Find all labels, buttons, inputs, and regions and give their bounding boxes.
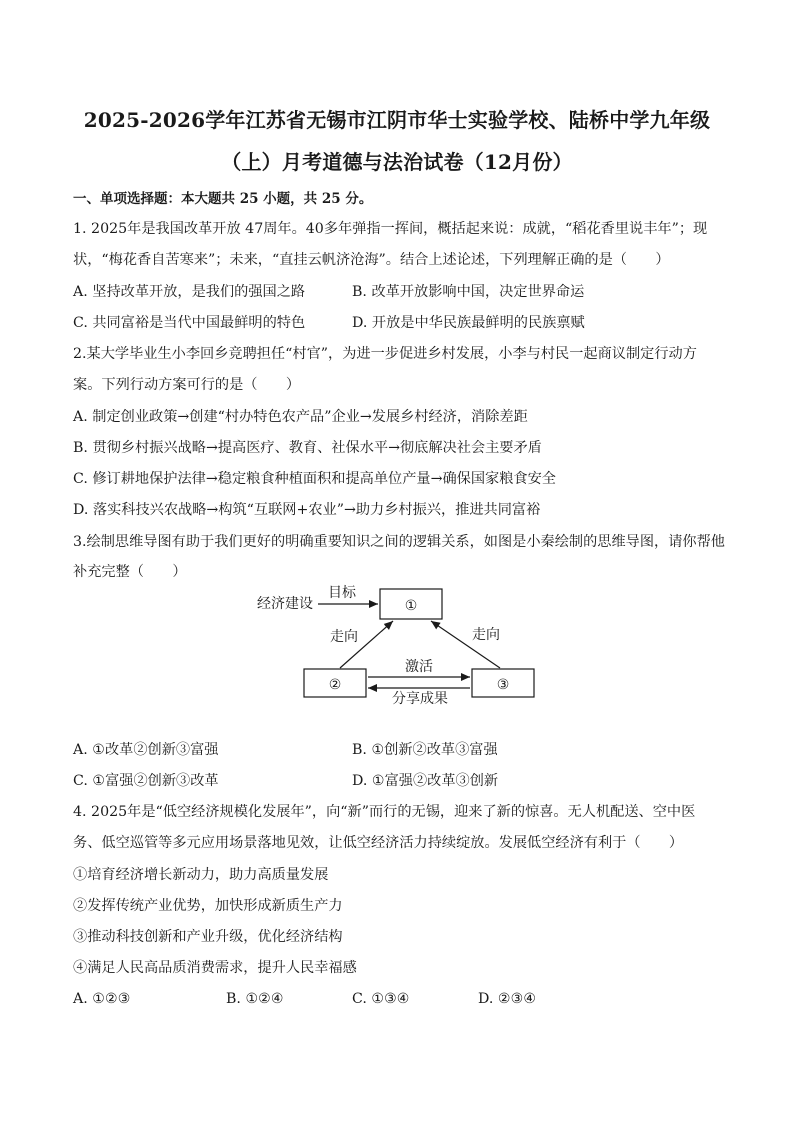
box-top-label: ① [404, 598, 418, 614]
q1-option-b: B. 改革开放影响中国，决定世界命运 [352, 284, 585, 300]
q4-item-1: ①培育经济增长新动力，助力高质量发展 [73, 867, 329, 883]
q4-option-c: C. ①③④ [352, 991, 410, 1007]
q4-item-2: ②发挥传统产业优势，加快形成新质生产力 [73, 898, 343, 914]
q4-stem-line2: 务、低空巡管等多元应用场景落地见效，让低空经济活力持续绽放。发展低空经济有利于（ ） [73, 835, 684, 851]
activate-arrow-label: 激活 [405, 659, 433, 675]
box-left-label: ② [328, 677, 342, 693]
economy-label: 经济建设 [257, 596, 313, 612]
exam-title-line1: 2025-2026学年江苏省无锡市江阴市华士实验学校、陆桥中学九年级 [83, 108, 711, 132]
section-heading: 一、单项选择题：本大题共 25 小题，共 25 分。 [73, 191, 373, 207]
q2-option-d: D. 落实科技兴农战略→构筑“互联网+农业”→助力乡村振兴，推进共同富裕 [73, 502, 541, 518]
exam-title-line2: （上）月考道德与法治试卷（12月份） [221, 150, 573, 174]
target-arrow-label: 目标 [328, 585, 356, 601]
mind-map-diagram [0, 575, 794, 725]
q2-stem-line2: 案。下列行动方案可行的是（ ） [73, 377, 301, 393]
left-arrow-label: 走向 [330, 629, 358, 645]
q2-option-b: B. 贯彻乡村振兴战略→提高医疗、教育、社保水平→彻底解决社会主要矛盾 [73, 440, 542, 456]
q2-stem-line1: 2.某大学毕业生小李回乡竞聘担任“村官”，为进一步促进乡村发展，小李与村民一起商议制定行动方 [73, 346, 697, 362]
q3-stem-line1: 3.绘制思维导图有助于我们更好的明确重要知识之间的逻辑关系，如图是小秦绘制的思维导图，请你帮他 [73, 534, 725, 550]
q4-option-d: D. ②③④ [478, 991, 537, 1007]
q2-option-a: A. 制定创业政策→创建“村办特色农产品”企业→发展乡村经济，消除差距 [73, 409, 528, 425]
q3-option-a: A. ①改革②创新③富强 [73, 742, 219, 758]
q3-stem-line2: 补充完整（ ） [73, 564, 187, 580]
q2-option-c: C. 修订耕地保护法律→稳定粮食种植面积和提高单位产量→确保国家粮食安全 [73, 471, 556, 487]
q3-option-c: C. ①富强②创新③改革 [73, 773, 219, 789]
q1-stem-line1: 1. 2025年是我国改革开放 47周年。40多年弹指一挥间，概括起来说：成就，“稻花香里说丰年”；现 [73, 221, 708, 237]
q4-stem-line1: 4. 2025年是“低空经济规模化发展年”，向“新”而行的无锡，迎来了新的惊喜。无人机配送、空中医 [73, 804, 696, 820]
q4-item-4: ④满足人民高品质消费需求，提升人民幸福感 [73, 960, 357, 976]
q3-option-b: B. ①创新②改革③富强 [352, 742, 498, 758]
q4-option-b: B. ①②④ [226, 991, 284, 1007]
q1-option-c: C. 共同富裕是当代中国最鲜明的特色 [73, 315, 306, 331]
q3-option-d: D. ①富强②改革③创新 [352, 773, 499, 789]
q1-stem-line2: 状，“梅花香自苦寒来”；未来，“直挂云帆济沧海”。结合上述论述，下列理解正确的是（ ） [73, 252, 670, 268]
q4-item-3: ③推动科技创新和产业升级，优化经济结构 [73, 929, 343, 945]
q1-option-a: A. 坚持改革开放，是我们的强国之路 [73, 284, 306, 300]
q4-option-a: A. ①②③ [73, 991, 131, 1007]
box-right-label: ③ [496, 677, 510, 693]
right-arrow-label: 走向 [472, 627, 500, 643]
share-arrow-label: 分享成果 [392, 691, 448, 707]
q1-option-d: D. 开放是中华民族最鲜明的民族禀赋 [352, 315, 585, 331]
